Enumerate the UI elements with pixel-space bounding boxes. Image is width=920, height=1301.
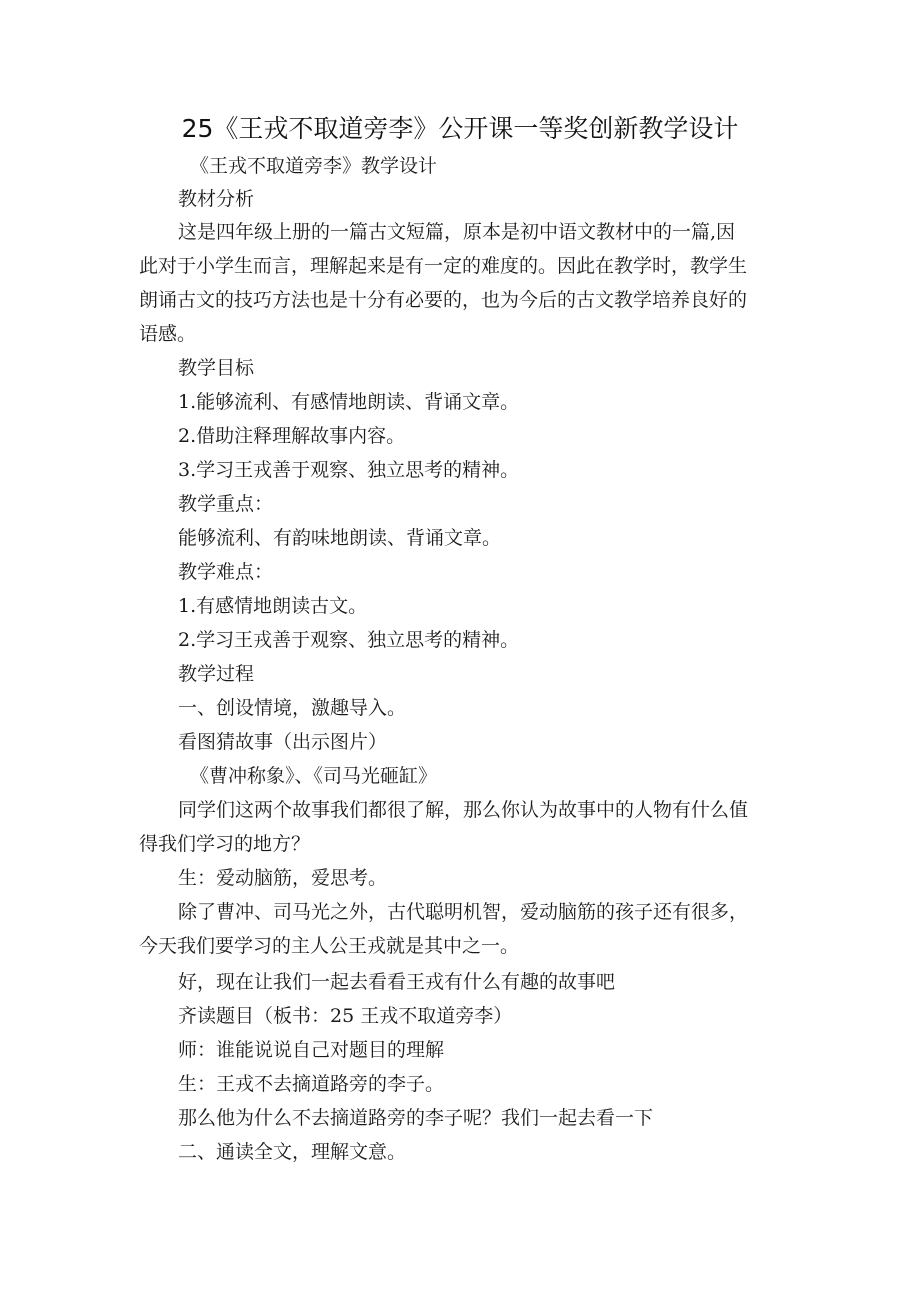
paragraph-line: 教学过程	[178, 663, 255, 685]
paragraph-line: 除了曹冲、司马光之外，古代聪明机智，爱动脑筋的孩子还有很多，	[178, 901, 749, 923]
paragraph-line: 《曹冲称象》、《司马光砸缸》	[190, 765, 438, 787]
document-subtitle: 《王戎不取道旁李》教学设计	[190, 155, 438, 177]
paragraph-line: 同学们这两个故事我们都很了解，那么你认为故事中的人物有什么值	[178, 799, 749, 821]
paragraph-line: 得我们学习的地方？	[139, 833, 311, 855]
paragraph-line: 生：爱动脑筋，爱思考。	[178, 867, 388, 889]
paragraph-line: 1.有感情地朗读古文。	[178, 595, 368, 617]
document-title: 25《王戎不取道旁李》公开课一等奖创新教学设计	[181, 114, 739, 143]
paragraph-line: 教学重点：	[178, 493, 274, 515]
paragraph-line: 生：王戎不去摘道路旁的李子。	[178, 1073, 445, 1095]
paragraph-line: 语感。	[139, 323, 197, 345]
paragraph-line: 教学目标	[178, 357, 255, 379]
paragraph-line: 教材分析	[178, 188, 255, 210]
paragraph-line: 朗诵古文的技巧方法也是十分有必要的，也为今后的古文教学培养良好的	[139, 289, 748, 311]
paragraph-line: 那么他为什么不去摘道路旁的李子呢？我们一起去看一下	[178, 1107, 654, 1129]
paragraph-line: 1.能够流利、有感情地朗读、背诵文章。	[178, 391, 520, 413]
paragraph-line: 2.借助注释理解故事内容。	[178, 425, 406, 447]
paragraph-line: 师：谁能说说自己对题目的理解	[178, 1039, 445, 1061]
paragraph-line: 今天我们要学习的主人公王戎就是其中之一。	[139, 935, 520, 957]
paragraph-line: 教学难点：	[178, 561, 274, 583]
paragraph-line: 二、通读全文，理解文意。	[178, 1141, 407, 1163]
paragraph-line: 2.学习王戎善于观察、独立思考的精神。	[178, 629, 520, 651]
paragraph-line: 好，现在让我们一起去看看王戎有什么有趣的故事吧	[178, 971, 616, 993]
paragraph-line: 此对于小学生而言，理解起来是有一定的难度的。因此在教学时，教学生	[139, 255, 748, 277]
paragraph-line: 这是四年级上册的一篇古文短篇，原本是初中语文教材中的一篇,因	[178, 221, 736, 243]
paragraph-line: 一、创设情境，激趣导入。	[178, 697, 407, 719]
paragraph-line: 能够流利、有韵味地朗读、背诵文章。	[178, 527, 502, 549]
paragraph-line: 看图猜故事（出示图片）	[178, 731, 388, 753]
paragraph-line: 齐读题目（板书：25 王戎不取道旁李）	[178, 1005, 513, 1027]
paragraph-line: 3.学习王戎善于观察、独立思考的精神。	[178, 459, 520, 481]
